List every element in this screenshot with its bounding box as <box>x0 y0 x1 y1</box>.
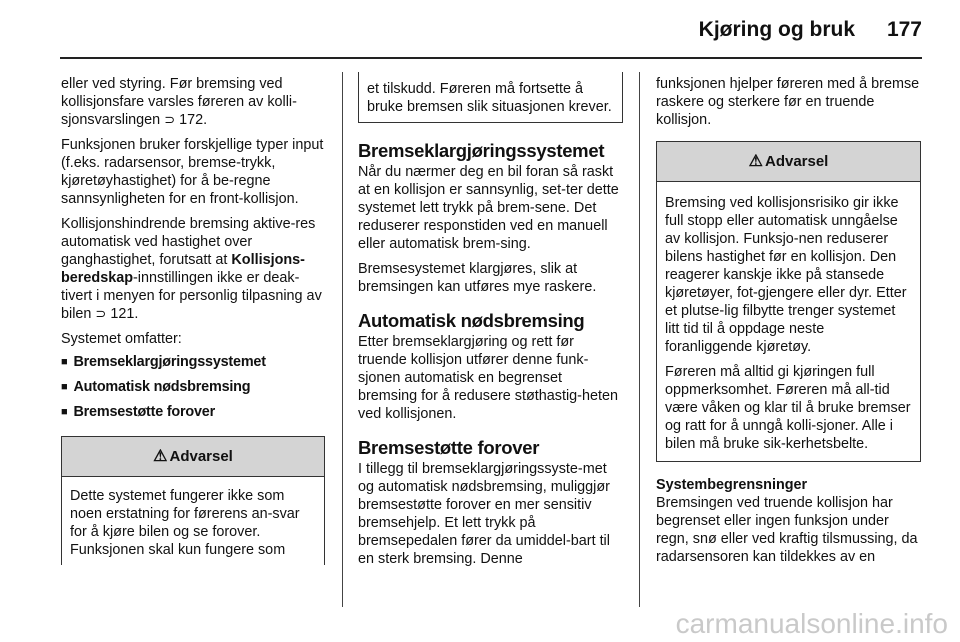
reference-arrow-icon: ⊃ <box>164 112 176 127</box>
feature-list <box>61 353 325 422</box>
warning-body <box>62 477 324 565</box>
warning-header <box>62 437 324 477</box>
paragraph-text: -innstillingen ikke er deak-tivert i menyen for personlig tilpasning av bilen <box>61 270 322 322</box>
warning-label: Advarsel <box>764 152 829 170</box>
paragraph-text: Kollisjonshindrende bremsing aktive-res automatisk ved hastighet over ganghastighet, forutsatt at <box>61 216 316 268</box>
section-heading: Automatisk nødsbremsing <box>358 310 585 331</box>
page-reference[interactable]: 121. <box>110 306 139 322</box>
warning-body <box>657 182 920 461</box>
warning-box-continued <box>358 72 623 123</box>
column-2 <box>358 75 623 575</box>
paragraph: Funksjonen bruker forskjellige typer input (f.eks. radarsensor, bremse-trykk, kjøretøyhastighet) for å be-regne sannsynligheten for en front-kollisjon. <box>61 137 324 207</box>
watermark: carmanualsonline.info <box>675 608 948 639</box>
paragraph: Etter bremseklargjøring og rett før truende kollisjon utfører denne funk-sjonen automatisk en begrenset bremsing for å redusere støthastig-heten ved kollisjonen. <box>358 334 618 422</box>
page-reference[interactable]: 172. <box>179 112 208 128</box>
warning-box <box>656 141 921 462</box>
paragraph: Bremsesystemet klargjøres, slik at bremsingen kan utføres mye raskere. <box>358 261 597 295</box>
list-item: ■ Bremseklargjøringssystemet <box>61 353 325 372</box>
section-heading: Bremseklargjøringssystemet <box>358 140 605 161</box>
setting-name: Kollisjons-beredskap <box>61 252 305 286</box>
warning-box <box>61 436 325 565</box>
warning-label: Advarsel <box>169 447 233 465</box>
warning-text: et tilskudd. Føreren må fortsette å bruke bremsen slik situasjonen krever. <box>367 81 612 115</box>
paragraph: I tillegg til bremseklargjøringssyste-met og automatisk nødsbremsing, muliggjør bremsestøtte forover en mer sensitiv bremsehjelp. Et lett trykk på bremsepedalen fører da umiddel-bart til en sterk bremsing. Denne <box>358 461 610 567</box>
column-3 <box>656 75 921 573</box>
paragraph-text: eller ved styring. Før bremsing ved kollisjonsfare varsles føreren av kolli-sjonsvarslingen <box>61 76 297 128</box>
page-header <box>0 0 960 62</box>
page-number: 177 <box>886 18 922 41</box>
warning-text: Føreren må alltid gi kjøringen full oppmerksomhet. Føreren må all-tid være våken og klar til å bruke bremser og ratt for å unngå kolli-sjoner. Alle i bilen må bruke sik-kerhetsbelte. <box>665 364 911 452</box>
page-header-title: Kjøring og bruk <box>698 18 855 41</box>
list-item: ■ Automatisk nødsbremsing <box>61 378 325 397</box>
paragraph <box>61 75 325 129</box>
warning-triangle-icon: ⚠ <box>748 152 763 170</box>
column-divider <box>639 72 640 607</box>
list-item: ■ Bremsestøtte forover <box>61 403 325 422</box>
paragraph: Når du nærmer deg en bil foran så raskt at en kollisjon er sannsynlig, set-ter dette systemet lett trykk på brem-sene. Det reduserer responstiden ved en manuell eller automatisk brem-sing. <box>358 164 619 252</box>
reference-arrow-icon: ⊃ <box>95 306 107 321</box>
paragraph: Bremsingen ved truende kollisjon har begrenset eller ingen funksjon under regn, snø eller ved kraftig tilsmussing, da radarsensoren kan tildekkes av en <box>656 495 918 565</box>
section-heading: Systembegrensninger <box>656 477 808 493</box>
warning-body <box>359 72 622 122</box>
column-divider <box>342 72 343 607</box>
paragraph: Systemet omfatter: <box>61 331 182 347</box>
header-rule <box>60 57 922 59</box>
warning-text: Dette systemet fungerer ikke som noen erstatning for førerens an-svar for å kjøre bilen og se forover. Funksjonen skal kun fungere som <box>70 488 300 558</box>
paragraph <box>61 215 325 323</box>
section-heading: Bremsestøtte forover <box>358 437 540 458</box>
warning-header <box>657 142 920 182</box>
paragraph: funksjonen hjelper føreren med å bremse raskere og sterkere før en truende kollisjon. <box>656 76 920 128</box>
column-1 <box>61 75 325 565</box>
warning-triangle-icon: ⚠ <box>153 447 168 465</box>
warning-text: Bremsing ved kollisjonsrisiko gir ikke full stopp eller automatisk unngåelse av kollisjon. Funksjo-nen reduserer bilens hastighet før en kollisjon. Den reagerer kanskje ikke på stansede kjøretøyer, fot-gjengere eller dyr. Etter et plutse-lig filbytte trenger systemet litt tid til å oppdage neste foranliggende kjøretøy. <box>665 195 907 355</box>
